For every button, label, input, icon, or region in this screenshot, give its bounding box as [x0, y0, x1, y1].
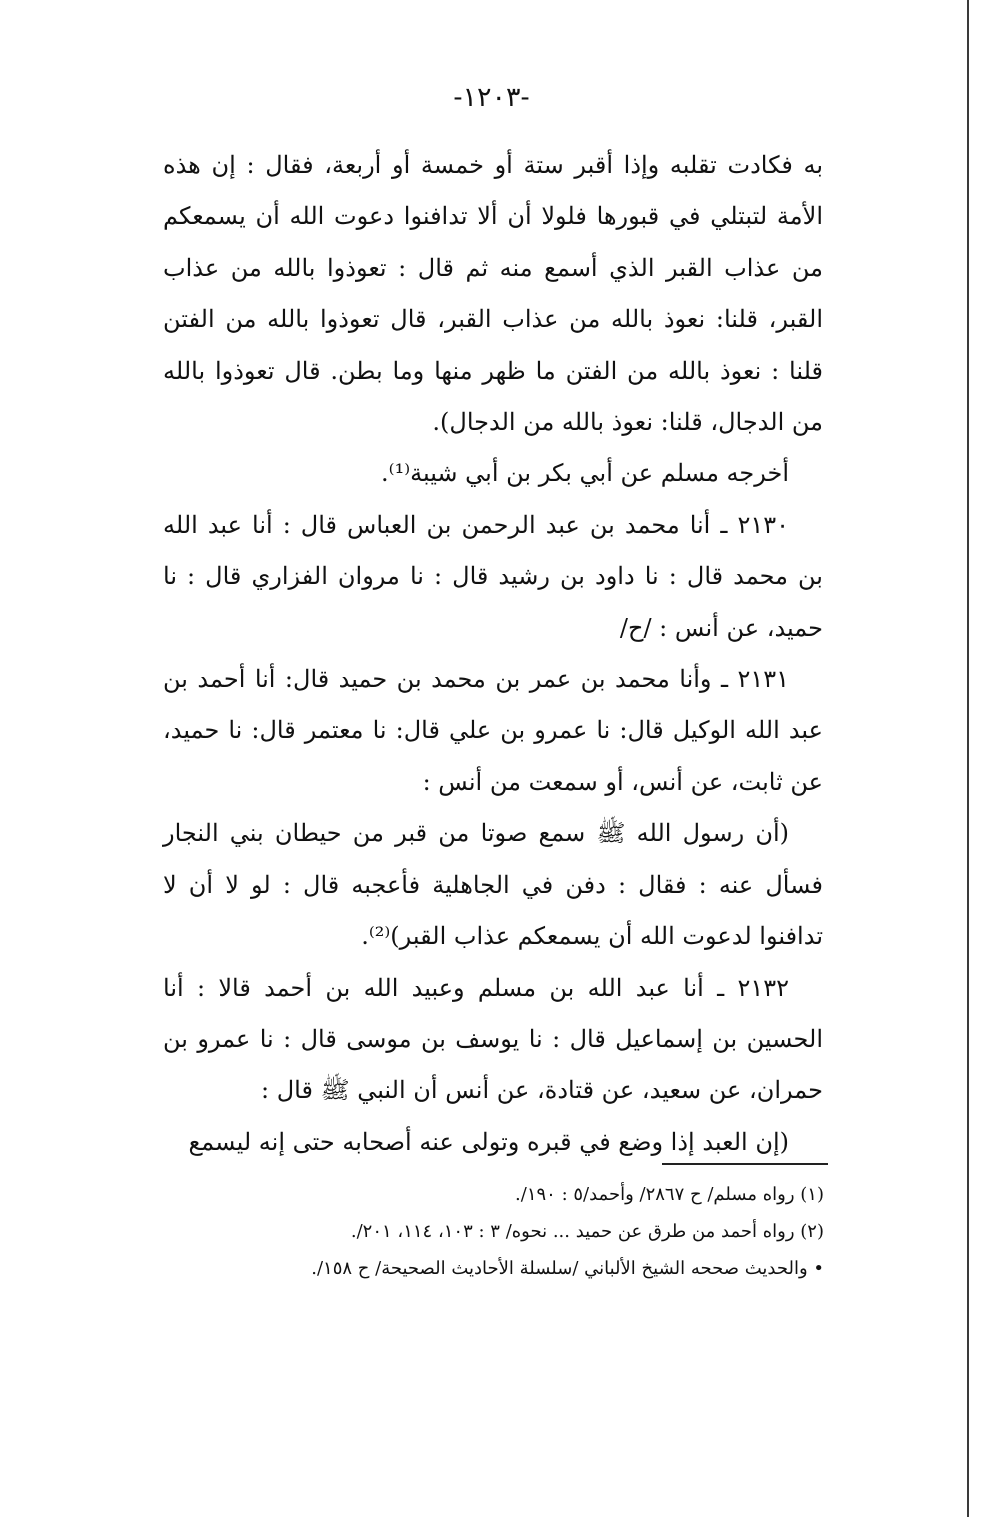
page-edge-line [967, 0, 969, 1517]
footnotes [140, 1176, 824, 1287]
footnote-1: (١) رواه مسلم/ ح ٢٨٦٧/ وأحمد/٥ : ١٩٠/. [515, 1184, 824, 1205]
paragraph-isnad-2131: ٢١٣١ ـ وأنا محمد بن عمر بن محمد بن حميد قال: أنا أحمد بن عبد الله الوكيل قال: نا عمرو بن علي قال: نا معتمر قال: نا حميد، عن ثابت، عن أنس، أو سمعت من أنس : [163, 665, 823, 796]
paragraph-isnad-2132: ٢١٣٢ ـ أنا عبد الله بن مسلم وعبيد الله بن أحمد قالا : أنا الحسين بن إسماعيل قال : نا يوسف بن موسى قال : نا عمرو بن حمران، عن سعيد، عن قتادة، عن أنس أن النبي ﷺ قال : [163, 973, 823, 1105]
paragraph-hadith-matn-2131: (أن رسول الله ﷺ سمع صوتا من قبر من حيطان بني النجار فسأل عنه : فقال : دفن في الجاهلية فأعجبه قال : لو لا أن لا تدافنوا لدعوت الله أن يسمعكم عذاب القبر)⁽²⁾. [163, 819, 823, 951]
footnote-separator [662, 1163, 828, 1165]
paragraph-hadith-matn-2132: (إن العبد إذا وضع في قبره وتولى عنه أصحابه حتى إنه ليسمع [188, 1127, 789, 1156]
page-number: -١٢٠٣- [453, 82, 530, 113]
footnote-note: • والحديث صححه الشيخ الألباني /سلسلة الأحاديث الصحيحة/ ح ١٥٨/. [311, 1258, 824, 1279]
body-text [163, 140, 823, 1168]
paragraph-hadith-continuation: به فكادت تقلبه وإذا أقبر ستة أو خمسة أو أربعة، فقال : إن هذه الأمة لتبتلي في قبورها فلولا أن ألا تدافنوا دعوت الله أن يسمعكم من عذاب القبر الذي أسمع منه ثم قال : تعوذوا بالله من عذاب القبر، قلنا: نعوذ بالله من عذاب القبر، قال تعوذوا بالله من الفتن قلنا : نعوذ بالله من الفتن ما ظهر منها وما بطن. قال تعوذوا بالله من الدجال، قلنا: نعوذ بالله من الدجال). [163, 151, 823, 437]
paragraph-isnad-2130: ٢١٣٠ ـ أنا محمد بن عبد الرحمن بن العباس قال : أنا عبد الله بن محمد قال : نا داود بن رشيد قال : نا مروان الفزاري قال : نا حميد، عن أنس : /ح/ [163, 510, 823, 642]
footnote-2: (٢) رواه أحمد من طرق عن حميد ... نحوه/ ٣ : ١٠٣، ١١٤، ٢٠١/. [350, 1221, 824, 1242]
paragraph-takhrij: أخرجه مسلم عن أبي بكر بن أبي شيبة⁽¹⁾. [381, 459, 789, 488]
